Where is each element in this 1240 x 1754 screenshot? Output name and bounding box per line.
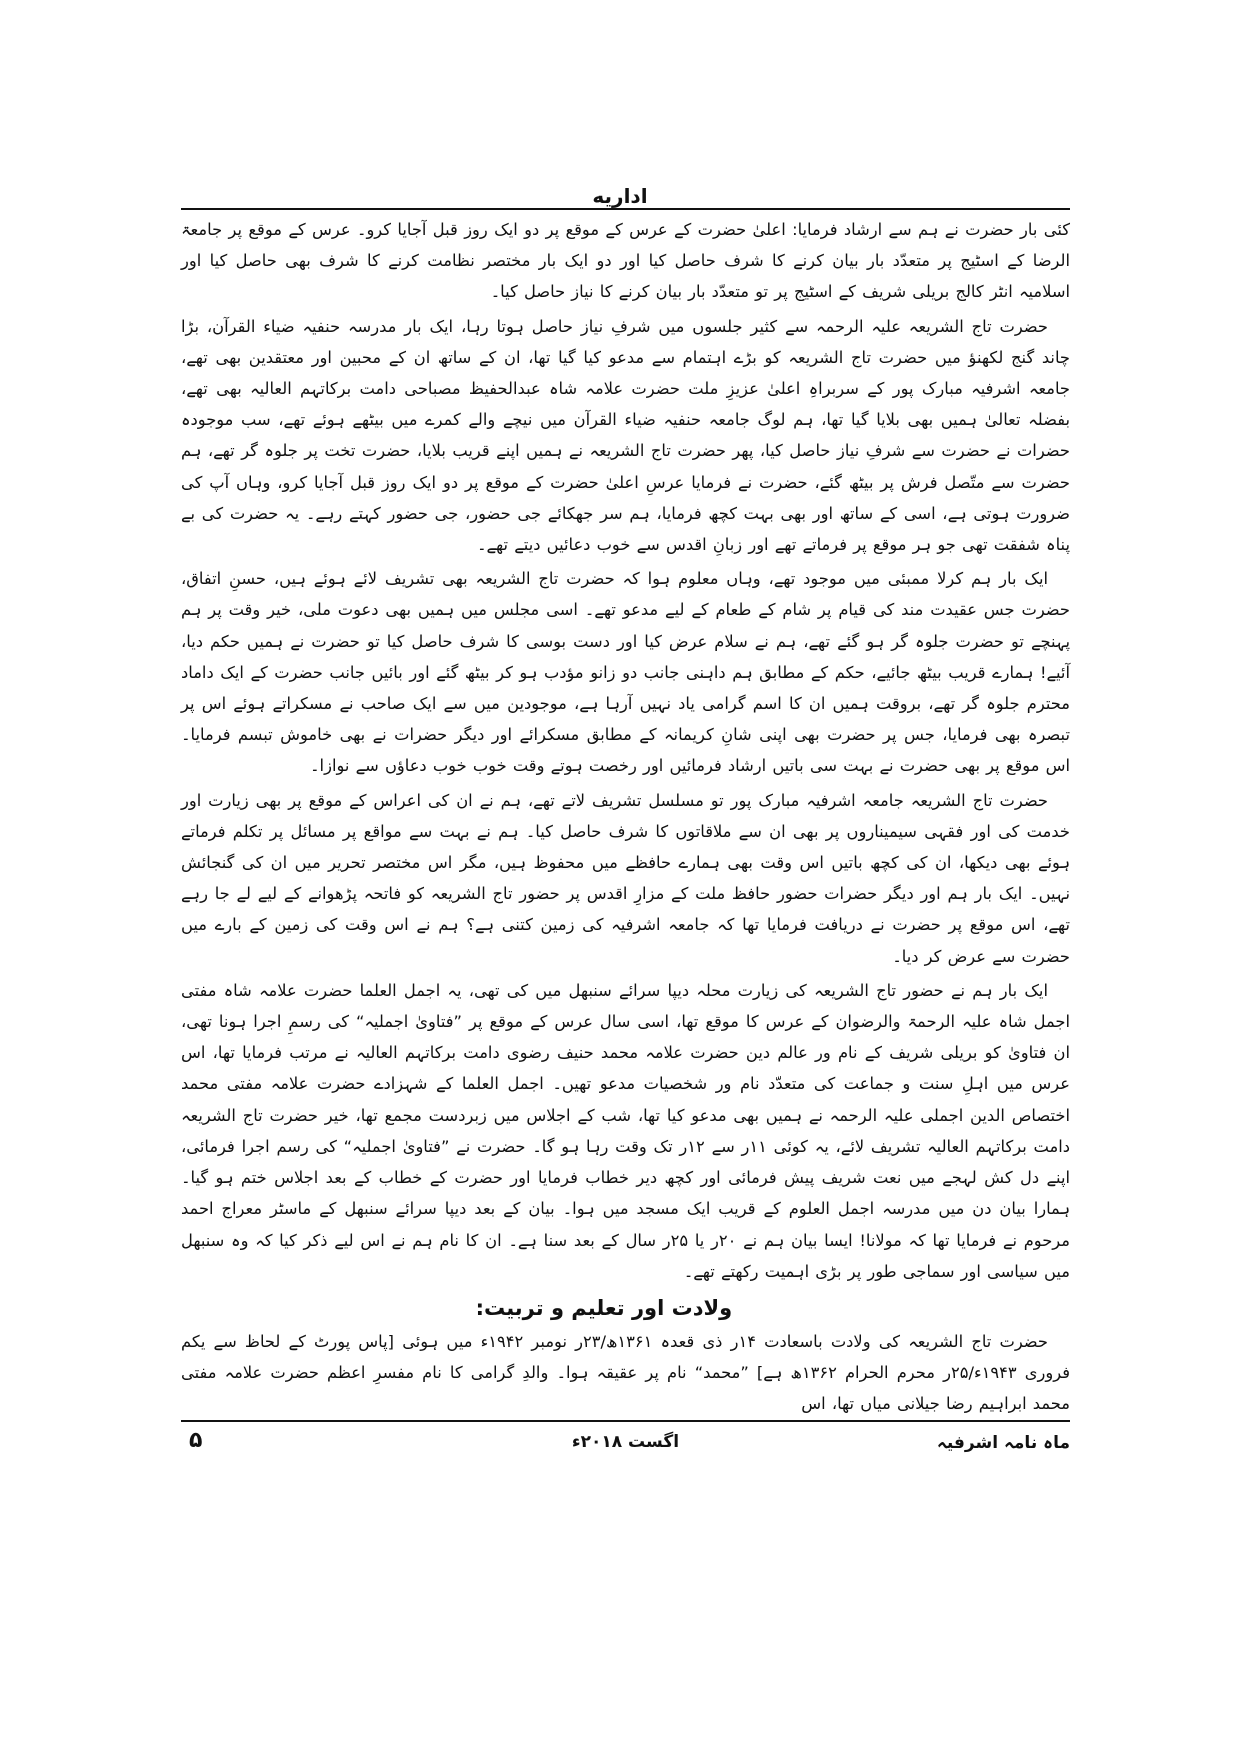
article-body [181,214,1070,1754]
paragraph: حضرت تاج الشریعہ کی ولادت باسعادت ۱۴ر ذی قعدہ ۱۳۶۱ھ/۲۳ر نومبر ۱۹۴۲ء میں ہوئی [پاس پورٹ کے لحاظ سے یکم فروری ۱۹۴۳ء/۲۵ر محرم الحرام ۱۳۶۲ھ ہے] ”محمد“ نام پر عقیقہ ہوا۔ والدِ گرامی کا نام مفسرِ اعظم حضرت علامہ مفتی محمد ابراہیم رضا جیلانی میاں تھا، اس [181,1331,1070,1414]
footer-rule [181,1420,1070,1422]
page-footer [181,1424,1070,1464]
paragraph: ایک بار ہم نے حضور تاج الشریعہ کی زیارت محلہ دیپا سرائے سنبھل میں کی تھی، یہ اجمل العلما حضرت علامہ شاہ مفتی اجمل شاہ علیہ الرحمۃ والرضوان کے عرس کا موقع تھا، اسی سال عرس کے موقع پر ”فتاویٰ اجملیہ“ کی رسمِ اجرا ہونا تھی، ان فتاویٰ کو بریلی شریف کے نام ور عالم دین حضرت علامہ محمد حنیف رضوی دامت برکاتہم العالیہ نے مرتب فرمایا تھا، اس عرس میں اہلِ سنت و جماعت کی متعدّد نام ور شخصیات مدعو تھیں۔ اجمل العلما کے شہزادے حضرت علامہ مفتی محمد اختصاص الدین اجملی علیہ الرحمہ نے ہمیں بھی مدعو کیا تھا، شب کے اجلاس میں زبردست مجمع تھا، خیر حضرت تاج الشریعہ دامت برکاتہم العالیہ تشریف لائے، یہ کوئی ۱۱ر سے ۱۲ر تک وقت رہا ہو گا۔ حضرت نے ”فتاویٰ اجملیہ“ کی رسم اجرا فرمائی، اپنے دل کش لہجے میں نعت شریف پیش فرمائی اور کچھ دیر خطاب فرمایا اور حضرت کے خطاب کے بعد اجلاس ختم ہو گیا۔ ہمارا بیان دن میں مدرسہ اجمل العلوم کے قریب ایک مسجد میں ہوا۔ بیان کے بعد دیپا سرائے سنبھل کے ماسٹر معراج احمد مرحوم نے فرمایا تھا کہ مولانا! ایسا بیان ہم نے ۲۰ر یا ۲۵ر سال کے بعد سنا ہے۔ ان کا نام ہم نے اس لیے ذکر کیا کہ وہ سنبھل میں سیاسی اور سماجی طور پر بڑی اہمیت رکھتے تھے۔ [181,980,1070,1281]
paragraph: حضرت تاج الشریعہ علیہ الرحمہ سے کثیر جلسوں میں شرفِ نیاز حاصل ہوتا رہا، ایک بار مدرسہ حنفیہ ضیاء القرآن، بڑا چاند گنج لکھنؤ میں حضرت تاج الشریعہ کو بڑے اہتمام سے مدعو کیا گیا تھا، ان کے ساتھ ان کے محبین اور معتقدین بھی تھے، جامعہ اشرفیہ مبارک پور کے سربراہِ اعلیٰ عزیزِ ملت حضرت علامہ شاہ عبدالحفیظ مصباحی دامت برکاتہم العالیہ بھی تھے، بفضلہ تعالیٰ ہمیں بھی بلایا گیا تھا، ہم لوگ جامعہ حنفیہ ضیاء القرآن میں نیچے والے کمرے میں بیٹھے ہوئے تھے، سب موجودہ حضرات نے حضرت سے شرفِ نیاز حاصل کیا، پھر حضرت تاج الشریعہ نے ہمیں اپنے قریب بلایا، حضرت تخت پر جلوہ گر تھے، ہم حضرت سے متّصل فرش پر بیٹھ گئے، حضرت نے فرمایا عرسِ اعلیٰ حضرت کے موقع پر دو ایک روز قبل آجایا کرو، وہاں آپ کی ضرورت ہوتی ہے، اسی کے ساتھ اور بھی بہت کچھ فرمایا، ہم سر جھکائے جی حضور، جی حضور کہتے رہے۔ یہ حضرت کی بے پناہ شفقت تھی جو ہر موقع پر فرماتے تھے اور زبانِ اقدس سے خوب دعائیں دیتے تھے۔ [181,316,1070,555]
paragraph: کئی بار حضرت نے ہم سے ارشاد فرمایا: اعلیٰ حضرت کے عرس کے موقع پر دو ایک روز قبل آجایا کرو۔ عرس کے موقع پر جامعۃ الرضا کے اسٹیج پر متعدّد بار بیان کرنے کا شرف حاصل کیا اور دو ایک بار مختصر نظامت کرنے کا شرف بھی حاصل کیا اور اسلامیہ انٹر کالج بریلی شریف کے اسٹیج پر تو متعدّد بار بیان کرنے کا نیاز حاصل کیا۔ [181,220,1070,302]
footer-magazine-name: ماہ نامہ اشرفیہ [936,1433,1070,1453]
paragraph: ایک بار ہم کرلا ممبئی میں موجود تھے، وہاں معلوم ہوا کہ حضرت تاج الشریعہ بھی تشریف لائے ہوئے ہیں، حسنِ اتفاق، حضرت جس عقیدت مند کی قیام پر شام کے طعام کے لیے مدعو تھے۔ اسی مجلس میں ہمیں بھی دعوت ملی، خیر وقت پر ہم پہنچے تو حضرت جلوہ گر ہو گئے تھے، ہم نے سلام عرض کیا اور دست بوسی کا شرف حاصل کیا تو حضرت نے ہمیں حکم دیا، آئیے! ہمارے قریب بیٹھ جائیے، حکم کے مطابق ہم داہنی جانب دو زانو مؤدب ہو کر بیٹھ گئے اور بائیں جانب حضرت کے ایک داماد محترم جلوہ گر تھے، بروقت ہمیں ان کا اسم گرامی یاد نہیں آرہا ہے، موجودین میں سے ایک صاحب نے مسکراتے ہوئے اس پر تبصرہ بھی فرمایا، جس پر حضرت بھی اپنی شانِ کریمانہ کے مطابق مسکرائے اور دیگر حضرات نے بھی خاموش تبسم فرمایا۔ اس موقع پر بھی حضرت نے بہت سی باتیں ارشاد فرمائیں اور رخصت ہوتے وقت خوب خوب دعاؤں سے نوازا۔ [181,569,1070,776]
footer-page-number: ۵ [189,1428,203,1453]
page-header-title: اداریه [592,184,648,208]
section-heading: ولادت اور تعلیم و تربیت: [475,1295,733,1320]
header-rule [181,208,1070,210]
footer-issue-date: اگست ۲۰۱۸ء [571,1432,680,1452]
paragraph: حضرت تاج الشریعہ جامعہ اشرفیہ مبارک پور تو مسلسل تشریف لاتے تھے، ہم نے ان کی اعراس کے موقع پر بھی زیارت اور خدمت کی اور فقہی سیمیناروں پر بھی ان سے ملاقاتوں کا شرف حاصل کیا۔ ہم نے بہت سے مواقع پر مسائل پر تکلم فرماتے ہوئے بھی دیکھا، ان کی کچھ باتیں اس وقت بھی ہمارے حافظے میں محفوظ ہیں، مگر اس مختصر تحریر میں ان کی گنجائش نہیں۔ ایک بار ہم اور دیگر حضرات حضور حافظ ملت کے مزارِ اقدس پر حضور تاج الشریعہ کو فاتحہ پڑھوانے کے لیے لے جا رہے تھے، اس موقع پر حضرت نے دریافت فرمایا تھا کہ جامعہ اشرفیہ کی زمین کتنی ہے؟ ہم نے اس وقت کی زمین کے بارے میں حضرت سے عرض کر دیا۔ [181,790,1070,966]
